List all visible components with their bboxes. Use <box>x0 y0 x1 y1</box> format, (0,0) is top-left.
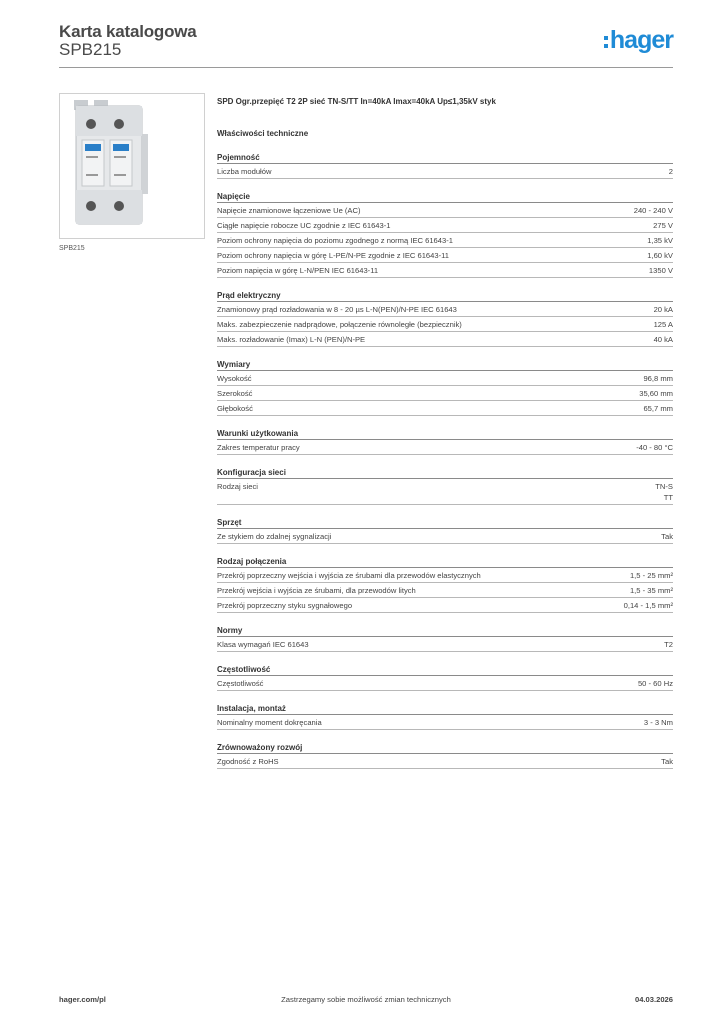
footer-website[interactable]: hager.com/pl <box>59 995 106 1004</box>
spec-label: Przekrój poprzeczny styku sygnałowego <box>217 601 353 610</box>
spec-row <box>217 715 673 730</box>
section-heading: Rodzaj połączenia <box>217 555 673 568</box>
spec-label: Szerokość <box>217 389 253 398</box>
product-image <box>59 93 205 239</box>
spec-value: 2 <box>668 167 673 176</box>
spec-row <box>217 263 673 278</box>
spec-row <box>217 598 673 613</box>
section-heading: Prąd elektryczny <box>217 289 673 302</box>
spec-value: 3 - 3 Nm <box>643 718 673 727</box>
spec-label: Napięcie znamionowe łączeniowe Ue (AC) <box>217 206 361 215</box>
logo-dots-icon <box>604 36 608 48</box>
spec-label: Częstotliwość <box>217 679 264 688</box>
page-title: Karta katalogowa <box>59 22 197 41</box>
spec-label: Przekrój wejścia i wyjścia ze śrubami, dla przewodów litych <box>217 586 416 595</box>
page-header <box>59 20 673 68</box>
section-heading: Instalacja, montaż <box>217 702 673 715</box>
spec-value: 1350 V <box>648 266 673 275</box>
spec-row <box>217 164 673 179</box>
spec-value: 50 - 60 Hz <box>637 679 673 688</box>
spec-label: Zakres temperatur pracy <box>217 443 300 452</box>
spec-label: Poziom ochrony napięcia do poziomu zgodnego z normą IEC 61643-1 <box>217 236 453 245</box>
spec-sections <box>217 151 673 769</box>
spec-label: Znamionowy prąd rozładowania w 8 - 20 µs L-N(PEN)/N-PE IEC 61643 <box>217 305 457 314</box>
spec-row <box>217 568 673 583</box>
spec-section <box>217 190 673 278</box>
section-heading: Wymiary <box>217 358 673 371</box>
spec-row <box>217 371 673 386</box>
spec-value: TN-S TT <box>655 482 673 502</box>
spec-row <box>217 583 673 598</box>
spec-row <box>217 332 673 347</box>
spec-value: 1,5 - 35 mm² <box>629 586 673 595</box>
product-caption: SPB215 <box>59 245 85 252</box>
spec-label: Poziom napięcia w górę L-N/PEN IEC 61643-11 <box>217 266 379 275</box>
spec-value: Tak <box>661 757 673 766</box>
spec-label: Ze stykiem do zdalnej sygnalizacji <box>217 532 332 541</box>
spec-section <box>217 358 673 416</box>
spec-value: 40 kA <box>653 335 673 344</box>
spec-section <box>217 289 673 347</box>
spec-section <box>217 555 673 613</box>
spec-value: 20 kA <box>653 305 673 314</box>
spec-value: 125 A <box>653 320 673 329</box>
spec-row <box>217 233 673 248</box>
spec-value: 240 - 240 V <box>633 206 673 215</box>
spec-label: Ciągłe napięcie robocze UC zgodnie z IEC 61643-1 <box>217 221 391 230</box>
spec-section <box>217 151 673 179</box>
spec-label: Przekrój poprzeczny wejścia i wyjścia ze śrubami dla przewodów elastycznych <box>217 571 481 580</box>
spec-row <box>217 218 673 233</box>
spec-value: 96,8 mm <box>643 374 673 383</box>
spec-content <box>217 96 673 769</box>
spec-label: Liczba modułów <box>217 167 272 176</box>
spec-label: Poziom ochrony napięcia w górę L-PE/N-PE zgodnie z IEC 61643-11 <box>217 251 450 260</box>
footer-date: 04.03.2026 <box>634 995 673 1004</box>
spec-row <box>217 754 673 769</box>
spec-label: Głębokość <box>217 404 253 413</box>
section-heading: Konfiguracja sieci <box>217 466 673 479</box>
spec-label: Maks. zabezpieczenie nadprądowe, połączenie równoległe (bezpiecznik) <box>217 320 462 329</box>
spec-value: Tak <box>661 532 673 541</box>
spec-section <box>217 702 673 730</box>
section-heading: Zrównoważony rozwój <box>217 741 673 754</box>
logo-text: hager <box>609 25 673 54</box>
section-heading: Napięcie <box>217 190 673 203</box>
spec-row <box>217 386 673 401</box>
spec-value: 0,14 - 1,5 mm² <box>623 601 673 610</box>
spec-label: Maks. rozładowanie (Imax) L-N (PEN)/N-PE <box>217 335 366 344</box>
spec-row <box>217 440 673 455</box>
hager-logo <box>604 26 673 54</box>
section-heading: Warunki użytkowania <box>217 427 673 440</box>
spec-row <box>217 637 673 652</box>
spec-label: Klasa wymagań IEC 61643 <box>217 640 309 649</box>
spec-value: 1,35 kV <box>647 236 673 245</box>
page-footer <box>59 995 673 1009</box>
spec-row <box>217 676 673 691</box>
spec-label: Zgodność z RoHS <box>217 757 279 766</box>
spec-section <box>217 663 673 691</box>
document-title: SPD Ogr.przepięć T2 2P sieć TN-S/TT In=40kA Imax=40kA Up≤1,35kV styk <box>217 97 496 106</box>
spec-label: Rodzaj sieci <box>217 482 258 491</box>
spec-section <box>217 624 673 652</box>
spec-section <box>217 427 673 455</box>
spec-row <box>217 479 673 505</box>
spec-label: Nominalny moment dokręcania <box>217 718 322 727</box>
spec-row <box>217 248 673 263</box>
spec-value: 1,60 kV <box>647 251 673 260</box>
properties-title: Właściwości techniczne <box>217 129 309 138</box>
spec-row <box>217 529 673 544</box>
surge-protector-device-icon <box>60 94 204 238</box>
spec-section <box>217 516 673 544</box>
product-code: SPB215 <box>59 40 122 59</box>
spec-row <box>217 203 673 218</box>
spec-label: Wysokość <box>217 374 252 383</box>
section-heading: Normy <box>217 624 673 637</box>
spec-row <box>217 302 673 317</box>
spec-row <box>217 401 673 416</box>
spec-row <box>217 317 673 332</box>
spec-value: 35,60 mm <box>639 389 673 398</box>
spec-value: -40 - 80 °C <box>636 443 673 452</box>
footer-notice: Zastrzegamy sobie możliwość zmian technicznych <box>281 995 451 1004</box>
spec-value: 1,5 - 25 mm² <box>629 571 673 580</box>
spec-section <box>217 741 673 769</box>
spec-value: 275 V <box>653 221 673 230</box>
spec-value: T2 <box>664 640 673 649</box>
section-heading: Sprzęt <box>217 516 673 529</box>
section-heading: Pojemność <box>217 151 673 164</box>
spec-value: 65,7 mm <box>643 404 673 413</box>
spec-section <box>217 466 673 505</box>
section-heading: Częstotliwość <box>217 663 673 676</box>
